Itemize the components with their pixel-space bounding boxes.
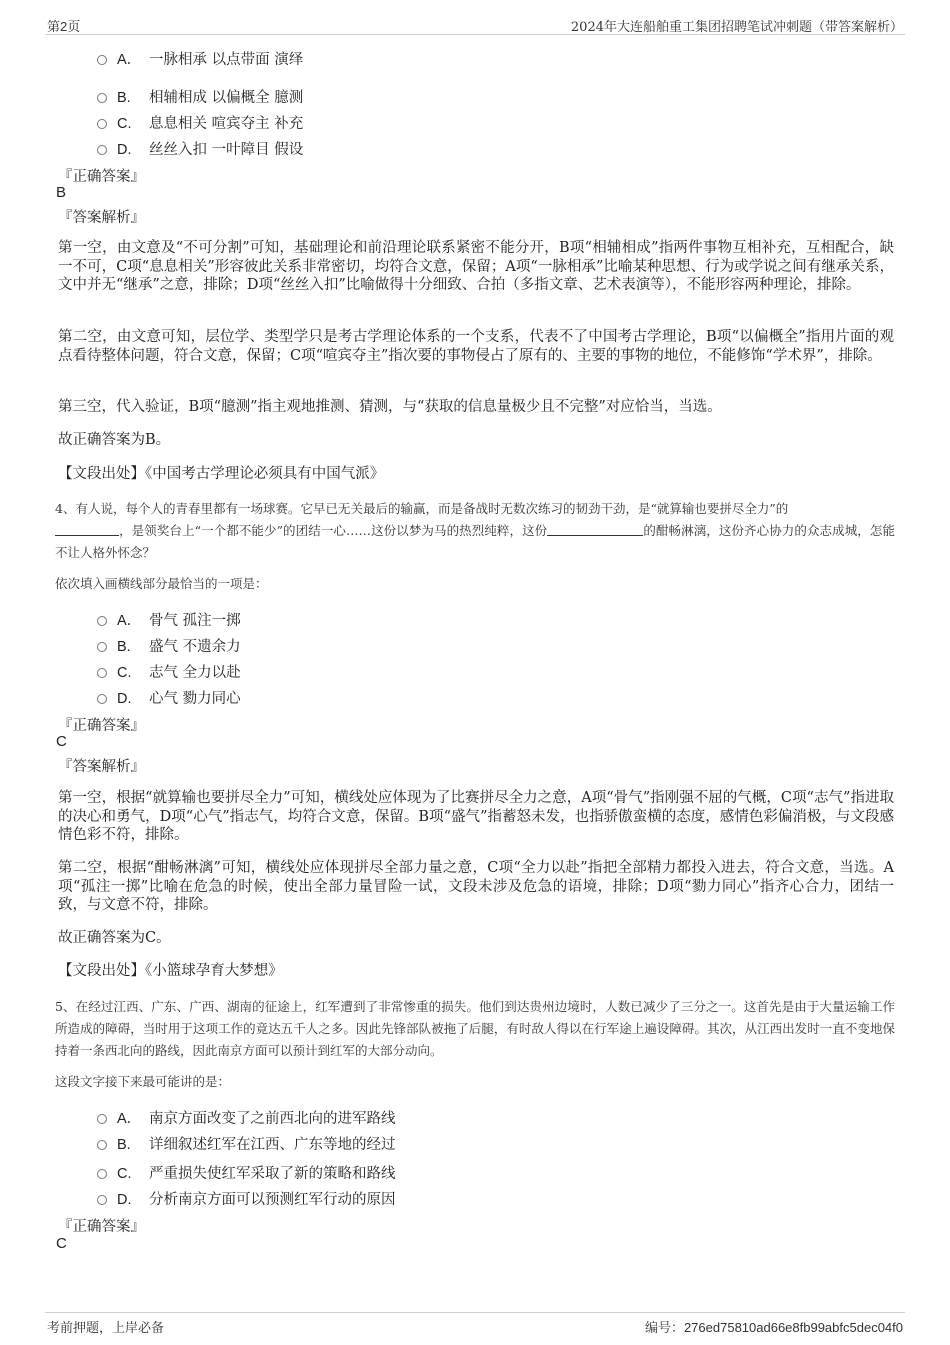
q3-option-a[interactable]: A． 一脉相承 以点带面 演绎 [97, 48, 303, 69]
question-4-prompt: 依次填入画横线部分最恰当的一项是： [55, 576, 268, 591]
q5-option-b[interactable]: B. 详细叙述红军在江西、广东等地的经过 [97, 1133, 396, 1154]
analysis-paragraph: 第二空，由文意可知，层位学、类型学只是考古学理论体系的一个支系，代表不了中国考古学理论，B项“以偏概全”指用片面的观点看待整体问题，符合文意，保留；C项“喧宾夺主”指次要的事物侵占了原有的、主要的事物的地位，不能修饰“学术界”，排除。 [58, 329, 894, 364]
analysis-conclusion: 故正确答案为C。 [58, 930, 171, 946]
answer-value: B [56, 184, 67, 201]
q4-option-b[interactable]: B. 盛气 不遗余力 [97, 635, 241, 656]
q5-option-a[interactable]: A． 南京方面改变了之前西北向的进军路线 [97, 1107, 396, 1128]
answer-value: C [56, 1235, 67, 1252]
radio-icon[interactable] [97, 1169, 107, 1179]
radio-icon[interactable] [97, 1195, 107, 1205]
document-code: 编号：276ed75810ad66e8fb99abfc5dec04f0 [644, 1320, 903, 1335]
document-title: 2024年大连船舶重工集团招聘笔试冲刺题（带答案解析） [570, 20, 903, 35]
answer-label: 『正确答案』 [58, 169, 145, 185]
answer-label: 『正确答案』 [58, 1219, 145, 1235]
q3-option-b[interactable]: B. 相辅相成 以偏概全 臆测 [97, 86, 303, 107]
answer-value: C [56, 733, 67, 750]
page-header [45, 14, 905, 35]
q3-option-c[interactable]: C. 息息相关 喧宾夺主 补充 [97, 112, 303, 133]
footer-slogan: 考前押题，上岸必备 [47, 1321, 165, 1336]
analysis-label: 『答案解析』 [58, 759, 145, 775]
radio-icon[interactable] [97, 694, 107, 704]
source-citation: 【文段出处】《小篮球孕育大梦想》 [58, 963, 283, 979]
radio-icon[interactable] [97, 145, 107, 155]
analysis-paragraph: 第一空，根据“就算输也要拼尽全力”可知，横线处应体现为了比赛拼尽全力之意，A项“骨气”指刚强不屈的气概，C项“志气”指进取的决心和勇气，D项“心气”指志气，均符合文意，保留。B项“盛气”指蓄怒未发，也指骄傲蛮横的态度，感情色彩偏消极，与文段感情色彩不符，排除。 [58, 790, 894, 843]
page-number: 第2页 [47, 19, 81, 34]
analysis-conclusion: 故正确答案为B。 [58, 432, 171, 448]
q4-option-a[interactable]: A． 骨气 孤注一掷 [97, 609, 241, 630]
radio-icon[interactable] [97, 55, 107, 65]
q5-option-d[interactable]: D. 分析南京方面可以预测红军行动的原因 [97, 1188, 396, 1209]
q3-option-d[interactable]: D. 丝丝入扣 一叶障目 假设 [97, 138, 303, 159]
question-4-stem: 4、有人说，每个人的青春里都有一场球赛。它早已无关最后的输赢，而是备战时无数次练习的韧劲干劲，是“就算输也要拼尽全力”的 ，是领奖台上“一个都不能少”的团结一心……这份以梦为马的热烈纯粹，这份 的酣畅淋漓，这份齐心协力的众志成城，怎能不让人格外怀念？ [55, 501, 895, 560]
analysis-paragraph: 第一空，由文意及“不可分割”可知，基础理论和前沿理论联系紧密不能分开，B项“相辅相成”指两件事物互相补充，互相配合，缺一不可，C项“息息相关”形容彼此关系非常密切，均符合文意，保留；A项“一脉相承”比喻某种思想、行为或学说之间有继承关系，文中并无“继承”之意，排除；D项“丝丝入扣”比喻做得十分细致、合拍（多指文章、艺术表演等），不能形容两种理论，排除。 [58, 240, 894, 293]
page-footer [45, 1312, 905, 1336]
q5-option-c[interactable]: C. 严重损失使红军采取了新的策略和路线 [97, 1162, 396, 1183]
radio-icon[interactable] [97, 1114, 107, 1124]
question-5-prompt: 这段文字接下来最可能讲的是： [55, 1074, 231, 1089]
analysis-paragraph: 第三空，代入验证，B项“臆测”指主观地推测、猜测，与“获取的信息量极少且不完整”对应恰当，当选。 [58, 399, 722, 415]
source-citation: 【文段出处】《中国考古学理论必须具有中国气派》 [58, 466, 385, 482]
radio-icon[interactable] [97, 119, 107, 129]
radio-icon[interactable] [97, 668, 107, 678]
analysis-paragraph: 第二空，根据“酣畅淋漓”可知，横线处应体现拼尽全部力量之意，C项“全力以赴”指把全部精力都投入进去，符合文意，当选。A项“孤注一掷”比喻在危急的时候，使出全部力量冒险一试，文段未涉及危急的语境，排除；D项“勠力同心”指齐心合力，团结一致，与文意不符，排除。 [58, 860, 894, 913]
q4-option-d[interactable]: D. 心气 勠力同心 [97, 687, 241, 708]
answer-label: 『正确答案』 [58, 718, 145, 734]
radio-icon[interactable] [97, 1140, 107, 1150]
radio-icon[interactable] [97, 616, 107, 626]
fill-blank [55, 523, 119, 536]
radio-icon[interactable] [97, 642, 107, 652]
analysis-label: 『答案解析』 [58, 210, 145, 226]
q4-option-c[interactable]: C. 志气 全力以赴 [97, 661, 241, 682]
question-5-stem: 5、在经过江西、广东、广西、湖南的征途上，红军遭到了非常惨重的损失。他们到达贵州边境时，人数已减少了三分之一。这首先是由于大量运输工作所造成的障碍，当时用于这项工作的竟达五千人之多。因此先锋部队被拖了后腿，有时敌人得以在行军途上遍设障碍。其次，从江西出发时一直不变地保持着一条西北向的路线，因此南京方面可以预计到红军的大部分动向。 [55, 999, 895, 1058]
radio-icon[interactable] [97, 93, 107, 103]
fill-blank [547, 523, 643, 536]
